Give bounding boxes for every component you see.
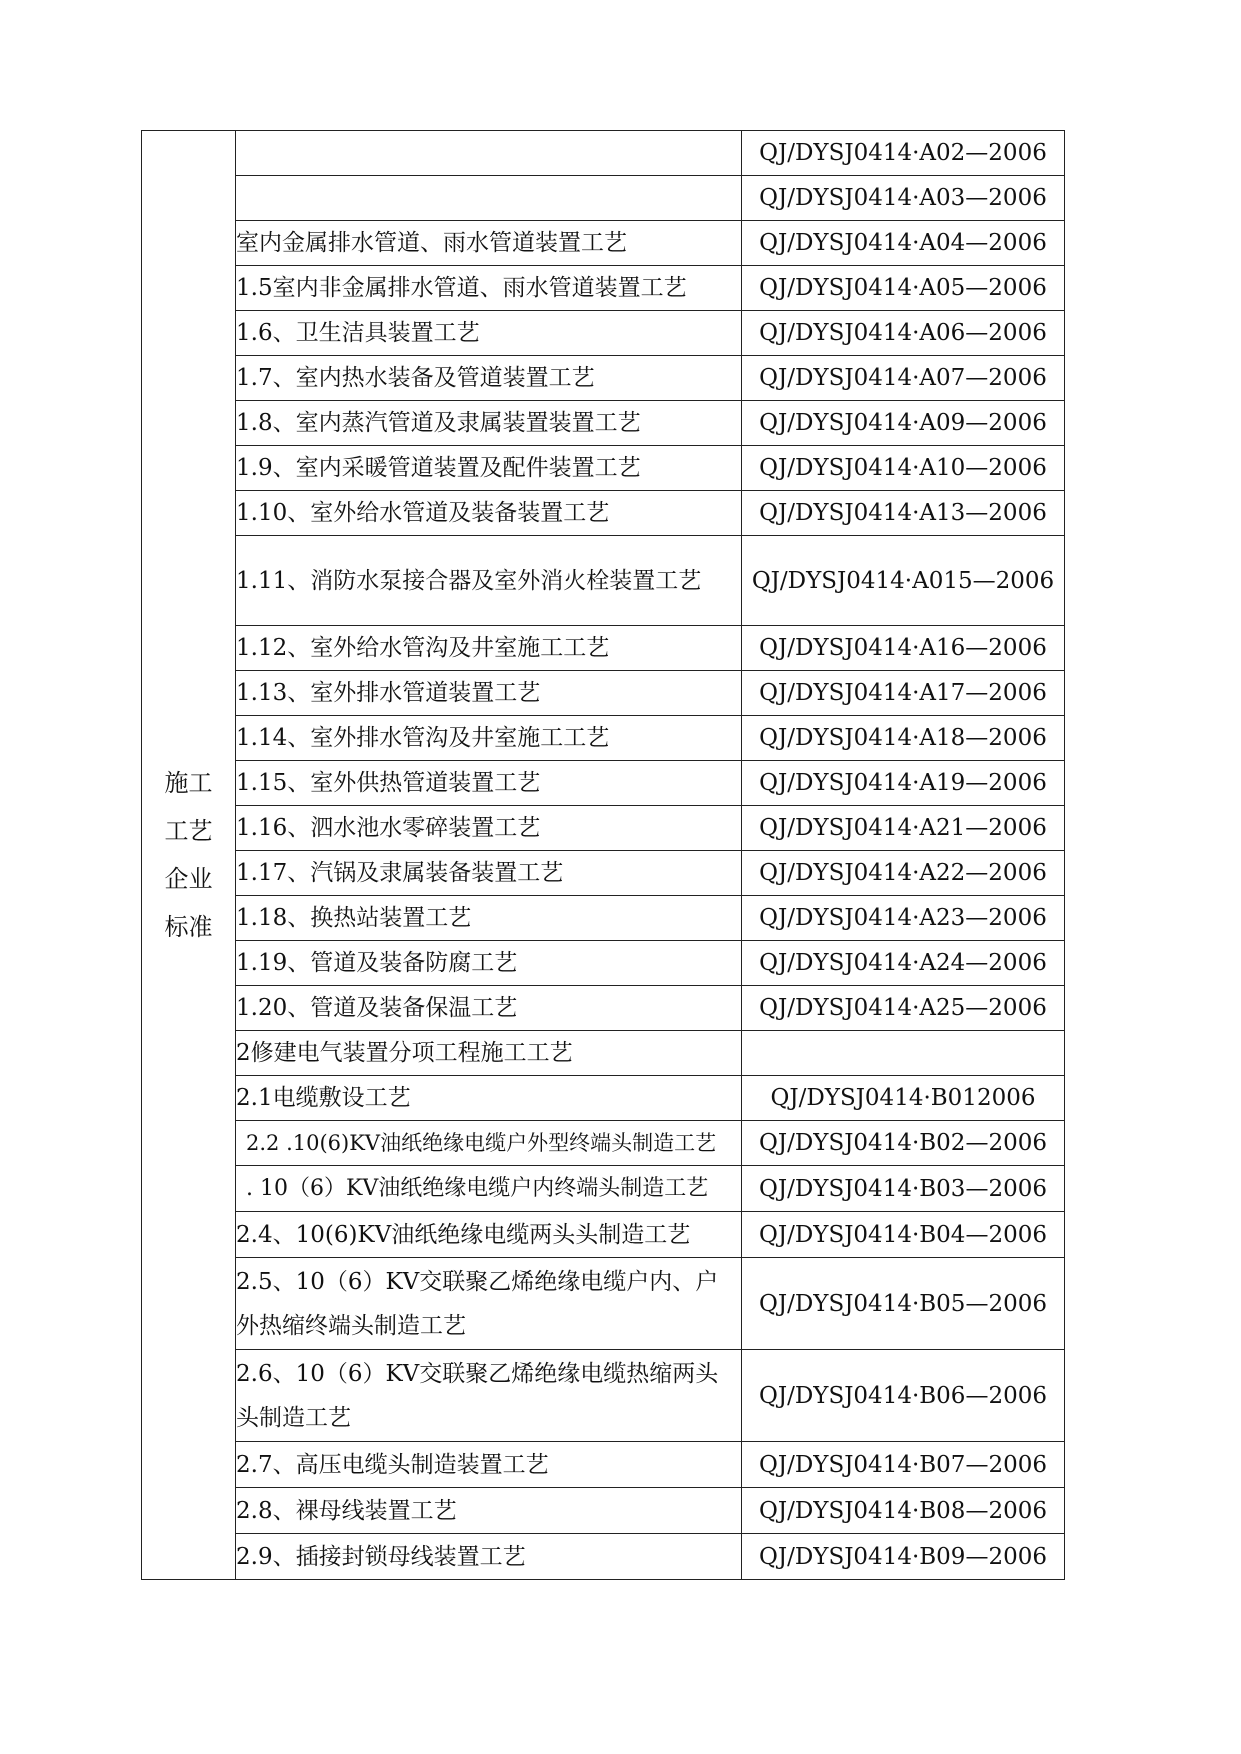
standard-code [742, 1031, 1065, 1076]
table-row [142, 1166, 1065, 1212]
table-row [142, 1076, 1065, 1121]
standard-code: QJ/DYSJ0414·A21—2006 [742, 806, 1065, 851]
standard-code: QJ/DYSJ0414·B05—2006 [742, 1258, 1065, 1350]
standard-code: QJ/DYSJ0414·A13—2006 [742, 491, 1065, 536]
category-line: 企业 [164, 865, 213, 893]
process-name [236, 176, 742, 221]
category-line: 工艺 [164, 817, 213, 845]
process-name: 2.1电缆敷设工艺 [236, 1076, 742, 1121]
process-name: 1.9、室内采暖管道装置及配件装置工艺 [236, 446, 742, 491]
table-row [142, 131, 1065, 176]
standards-table [141, 130, 1065, 1580]
standard-code: QJ/DYSJ0414·A05—2006 [742, 266, 1065, 311]
process-name: 1.19、管道及装备防腐工艺 [236, 941, 742, 986]
process-name: 2.5、10（6）KV交联聚乙烯绝缘电缆户内、户外热缩终端头制造工艺 [236, 1258, 742, 1350]
table-row [142, 806, 1065, 851]
process-name: 1.11、消防水泵接合器及室外消火栓装置工艺 [236, 536, 742, 626]
table-row [142, 266, 1065, 311]
category-line: 标准 [164, 913, 213, 941]
process-name: 2.7、高压电缆头制造装置工艺 [236, 1442, 742, 1488]
process-name: . 10（6）KV油纸绝缘电缆户内终端头制造工艺 [236, 1166, 742, 1212]
process-name: 2.4、10(6)KV油纸绝缘电缆两头头制造工艺 [236, 1212, 742, 1258]
standard-code: QJ/DYSJ0414·A17—2006 [742, 671, 1065, 716]
table-row [142, 1442, 1065, 1488]
table-row [142, 176, 1065, 221]
table-row [142, 221, 1065, 266]
process-name: 2修建电气装置分项工程施工工艺 [236, 1031, 742, 1076]
standard-code: QJ/DYSJ0414·B08—2006 [742, 1488, 1065, 1534]
standard-code: QJ/DYSJ0414·A04—2006 [742, 221, 1065, 266]
process-name: 2.9、插接封锁母线装置工艺 [236, 1534, 742, 1580]
process-name [236, 131, 742, 176]
standard-code: QJ/DYSJ0414·A22—2006 [742, 851, 1065, 896]
table-row [142, 986, 1065, 1031]
standard-code: QJ/DYSJ0414·A18—2006 [742, 716, 1065, 761]
standards-table-body [142, 131, 1065, 1580]
process-name: 1.18、换热站装置工艺 [236, 896, 742, 941]
process-name: 2.6、10（6）KV交联聚乙烯绝缘电缆热缩两头头制造工艺 [236, 1350, 742, 1442]
table-row [142, 671, 1065, 716]
process-name: 1.7、室内热水装备及管道装置工艺 [236, 356, 742, 401]
process-name: 2.2 .10(6)KV油纸绝缘电缆户外型终端头制造工艺 [236, 1121, 742, 1166]
category-line: 施工 [164, 769, 213, 797]
table-row [142, 896, 1065, 941]
standard-code: QJ/DYSJ0414·B06—2006 [742, 1350, 1065, 1442]
table-row [142, 446, 1065, 491]
standard-code: QJ/DYSJ0414·B02—2006 [742, 1121, 1065, 1166]
table-row [142, 1121, 1065, 1166]
process-name: 1.8、室内蒸汽管道及隶属装置装置工艺 [236, 401, 742, 446]
standard-code: QJ/DYSJ0414·A24—2006 [742, 941, 1065, 986]
standard-code: QJ/DYSJ0414·B07—2006 [742, 1442, 1065, 1488]
process-name: 1.6、卫生洁具装置工艺 [236, 311, 742, 356]
table-row [142, 941, 1065, 986]
process-name: 2.8、裸母线装置工艺 [236, 1488, 742, 1534]
standard-code: QJ/DYSJ0414·A19—2006 [742, 761, 1065, 806]
standard-code: QJ/DYSJ0414·A09—2006 [742, 401, 1065, 446]
table-row [142, 626, 1065, 671]
process-name: 1.12、室外给水管沟及井室施工工艺 [236, 626, 742, 671]
table-row [142, 1350, 1065, 1442]
standard-code: QJ/DYSJ0414·A03—2006 [742, 176, 1065, 221]
table-row [142, 851, 1065, 896]
process-name: 1.17、汽锅及隶属装备装置工艺 [236, 851, 742, 896]
standard-code: QJ/DYSJ0414·B012006 [742, 1076, 1065, 1121]
table-row [142, 491, 1065, 536]
table-row [142, 1258, 1065, 1350]
process-name: 1.15、室外供热管道装置工艺 [236, 761, 742, 806]
table-row [142, 1488, 1065, 1534]
table-row [142, 1534, 1065, 1580]
table-row [142, 536, 1065, 626]
process-name: 1.10、室外给水管道及装备装置工艺 [236, 491, 742, 536]
table-row [142, 761, 1065, 806]
table-row [142, 716, 1065, 761]
process-name: 1.14、室外排水管沟及井室施工工艺 [236, 716, 742, 761]
table-row [142, 1212, 1065, 1258]
category-cell [142, 131, 236, 1580]
standard-code: QJ/DYSJ0414·A06—2006 [742, 311, 1065, 356]
process-name: 1.5室内非金属排水管道、雨水管道装置工艺 [236, 266, 742, 311]
process-name: 1.20、管道及装备保温工艺 [236, 986, 742, 1031]
standard-code: QJ/DYSJ0414·B04—2006 [742, 1212, 1065, 1258]
table-row [142, 311, 1065, 356]
process-name: 1.16、泗水池水零碎装置工艺 [236, 806, 742, 851]
table-row [142, 1031, 1065, 1076]
standard-code: QJ/DYSJ0414·A23—2006 [742, 896, 1065, 941]
standard-code: QJ/DYSJ0414·A07—2006 [742, 356, 1065, 401]
process-name: 1.13、室外排水管道装置工艺 [236, 671, 742, 716]
standard-code: QJ/DYSJ0414·A015—2006 [742, 536, 1065, 626]
table-row [142, 401, 1065, 446]
standard-code: QJ/DYSJ0414·A10—2006 [742, 446, 1065, 491]
table-row [142, 356, 1065, 401]
standard-code: QJ/DYSJ0414·A25—2006 [742, 986, 1065, 1031]
standard-code: QJ/DYSJ0414·B03—2006 [742, 1166, 1065, 1212]
standard-code: QJ/DYSJ0414·B09—2006 [742, 1534, 1065, 1580]
process-name: 室内金属排水管道、雨水管道装置工艺 [236, 221, 742, 266]
standard-code: QJ/DYSJ0414·A16—2006 [742, 626, 1065, 671]
standard-code: QJ/DYSJ0414·A02—2006 [742, 131, 1065, 176]
